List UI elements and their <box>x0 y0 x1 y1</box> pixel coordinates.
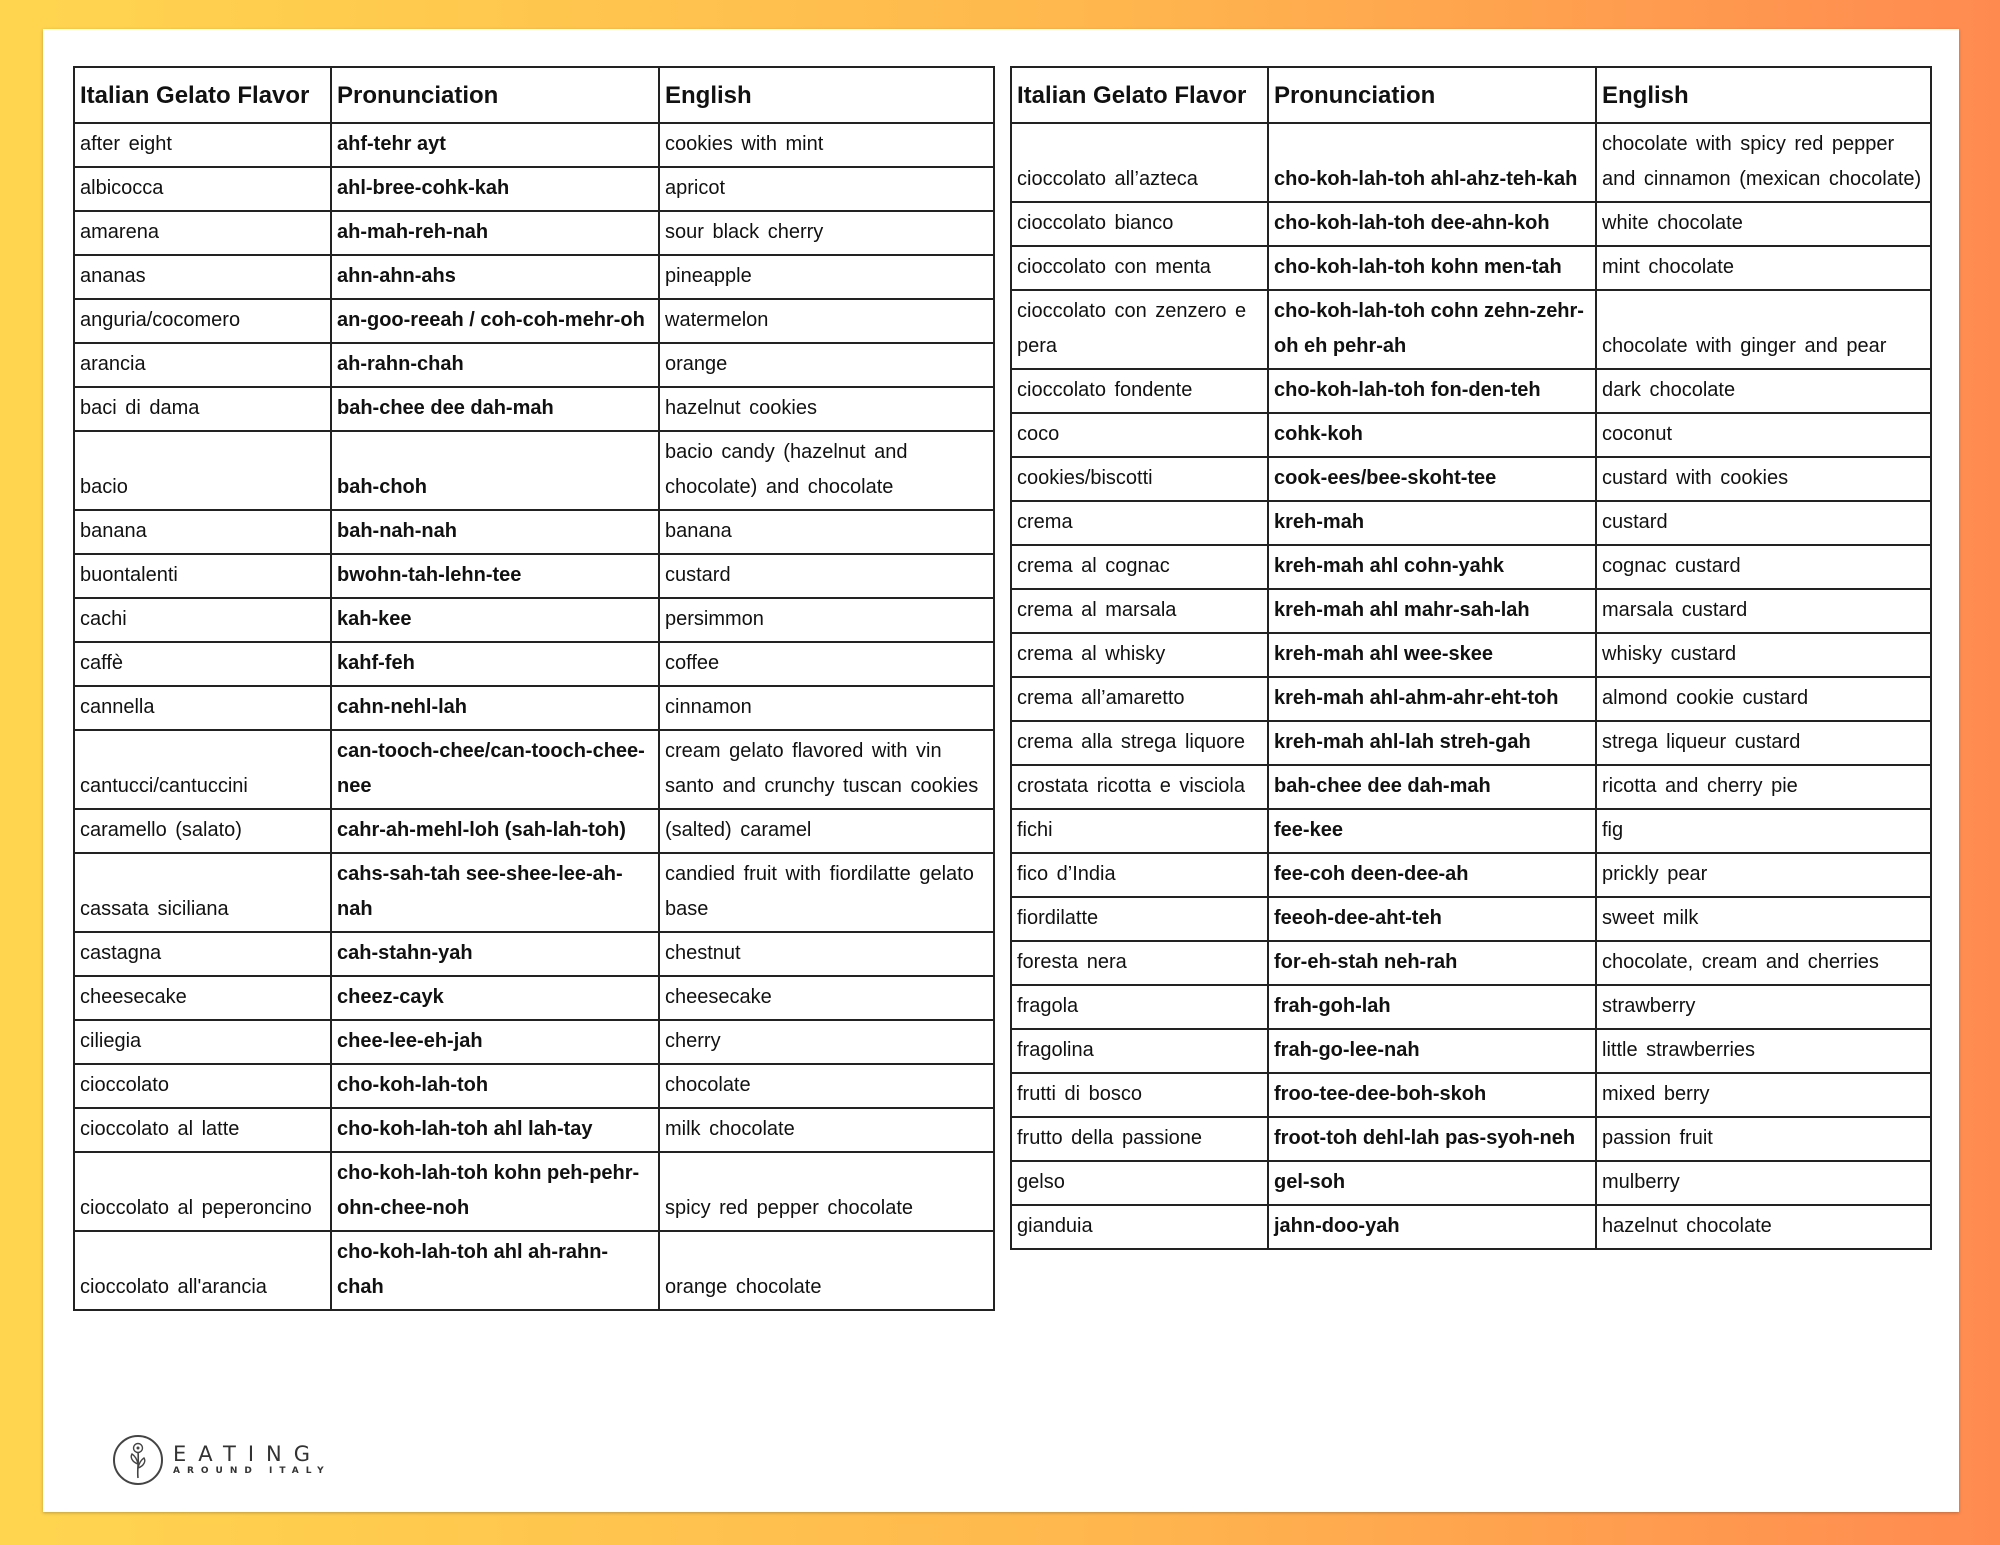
table-row <box>74 976 994 1020</box>
table-row <box>1011 985 1931 1029</box>
pronunciation-cell: frah-go-lee-nah <box>1268 1029 1596 1073</box>
flavor-cell: gianduia <box>1011 1205 1268 1249</box>
pronunciation-cell: bwohn-tah-lehn-tee <box>331 554 659 598</box>
table-row <box>74 299 994 343</box>
pronunciation-cell: cho-koh-lah-toh dee-ahn-koh <box>1268 202 1596 246</box>
pronunciation-cell: bah-chee dee dah-mah <box>1268 765 1596 809</box>
column-header-flavor: Italian Gelato Flavor <box>74 67 331 123</box>
flavor-cell: cioccolato con zenzero e pera <box>1011 290 1268 369</box>
english-cell: orange chocolate <box>659 1231 994 1310</box>
flavor-cell: crema all’amaretto <box>1011 677 1268 721</box>
flavor-cell: banana <box>74 510 331 554</box>
flavor-cell: ciliegia <box>74 1020 331 1064</box>
table-row <box>1011 589 1931 633</box>
english-cell: hazelnut chocolate <box>1596 1205 1931 1249</box>
table-row <box>74 686 994 730</box>
table-row <box>1011 765 1931 809</box>
table-row <box>74 932 994 976</box>
table-row <box>1011 413 1931 457</box>
pronunciation-cell: kah-kee <box>331 598 659 642</box>
table-row <box>74 1231 994 1310</box>
table-row <box>1011 677 1931 721</box>
english-cell: white chocolate <box>1596 202 1931 246</box>
pronunciation-cell: cook-ees/bee-skoht-tee <box>1268 457 1596 501</box>
pronunciation-cell: fee-kee <box>1268 809 1596 853</box>
table-row <box>1011 1073 1931 1117</box>
table-row <box>74 1020 994 1064</box>
english-cell: spicy red pepper chocolate <box>659 1152 994 1231</box>
pronunciation-cell: an-goo-reeah / coh-coh-mehr-oh <box>331 299 659 343</box>
logo-wordmark <box>173 1443 331 1477</box>
english-cell: apricot <box>659 167 994 211</box>
table-row <box>74 510 994 554</box>
flavor-cell: foresta nera <box>1011 941 1268 985</box>
english-cell: hazelnut cookies <box>659 387 994 431</box>
english-cell: persimmon <box>659 598 994 642</box>
flavor-cell: crema al cognac <box>1011 545 1268 589</box>
english-cell: coconut <box>1596 413 1931 457</box>
english-cell: cheesecake <box>659 976 994 1020</box>
flavor-cell: cioccolato bianco <box>1011 202 1268 246</box>
table-row <box>1011 721 1931 765</box>
flavor-cell: cookies/biscotti <box>1011 457 1268 501</box>
flavor-cell: fico d’India <box>1011 853 1268 897</box>
english-cell: fig <box>1596 809 1931 853</box>
document-page <box>43 29 1959 1512</box>
flavor-cell: cheesecake <box>74 976 331 1020</box>
english-cell: marsala custard <box>1596 589 1931 633</box>
table-row <box>1011 545 1931 589</box>
column-header-english: English <box>1596 67 1931 123</box>
english-cell: pineapple <box>659 255 994 299</box>
table-row <box>74 211 994 255</box>
english-cell: strawberry <box>1596 985 1931 1029</box>
english-cell: orange <box>659 343 994 387</box>
pronunciation-cell: kreh-mah <box>1268 501 1596 545</box>
table-row <box>74 1152 994 1231</box>
english-cell: almond cookie custard <box>1596 677 1931 721</box>
pronunciation-cell: cho-koh-lah-toh fon-den-teh <box>1268 369 1596 413</box>
pronunciation-cell: kreh-mah ahl cohn-yahk <box>1268 545 1596 589</box>
flavor-cell: fiordilatte <box>1011 897 1268 941</box>
pronunciation-cell: bah-nah-nah <box>331 510 659 554</box>
english-cell: candied fruit with fiordilatte gelato base <box>659 853 994 932</box>
flavor-cell: crostata ricotta e visciola <box>1011 765 1268 809</box>
pronunciation-cell: kahf-feh <box>331 642 659 686</box>
flavor-cell: after eight <box>74 123 331 167</box>
table-row <box>74 1108 994 1152</box>
pronunciation-cell: cho-koh-lah-toh ahl lah-tay <box>331 1108 659 1152</box>
pronunciation-cell: ahf-tehr ayt <box>331 123 659 167</box>
flavor-cell: ananas <box>74 255 331 299</box>
english-cell: chocolate with ginger and pear <box>1596 290 1931 369</box>
english-cell: coffee <box>659 642 994 686</box>
flavor-cell: baci di dama <box>74 387 331 431</box>
english-cell: milk chocolate <box>659 1108 994 1152</box>
column-header-pronunciation: Pronunciation <box>1268 67 1596 123</box>
flavor-cell: crema <box>1011 501 1268 545</box>
column-header-pronunciation: Pronunciation <box>331 67 659 123</box>
pronunciation-cell: ahn-ahn-ahs <box>331 255 659 299</box>
table-row <box>1011 369 1931 413</box>
table-row <box>74 554 994 598</box>
pronunciation-cell: cho-koh-lah-toh kohn peh-pehr-ohn-chee-noh <box>331 1152 659 1231</box>
english-cell: cookies with mint <box>659 123 994 167</box>
english-cell: cream gelato flavored with vin santo and crunchy tuscan cookies <box>659 730 994 809</box>
table-row <box>74 853 994 932</box>
flavor-cell: frutto della passione <box>1011 1117 1268 1161</box>
english-cell: banana <box>659 510 994 554</box>
flavor-cell: cioccolato con menta <box>1011 246 1268 290</box>
flavor-cell: crema al whisky <box>1011 633 1268 677</box>
pronunciation-cell: cahs-sah-tah see-shee-lee-ah-nah <box>331 853 659 932</box>
pronunciation-cell: frah-goh-lah <box>1268 985 1596 1029</box>
flower-sprig-icon-graphic <box>121 1440 155 1480</box>
pronunciation-cell: kreh-mah ahl-ahm-ahr-eht-toh <box>1268 677 1596 721</box>
pronunciation-cell: cho-koh-lah-toh ahl-ahz-teh-kah <box>1268 123 1596 202</box>
pronunciation-cell: froot-toh dehl-lah pas-syoh-neh <box>1268 1117 1596 1161</box>
english-cell: little strawberries <box>1596 1029 1931 1073</box>
pronunciation-cell: fee-coh deen-dee-ah <box>1268 853 1596 897</box>
flavor-cell: cantucci/cantuccini <box>74 730 331 809</box>
english-cell: mixed berry <box>1596 1073 1931 1117</box>
logo-name: EATING <box>173 1442 323 1466</box>
pronunciation-cell: froo-tee-dee-boh-skoh <box>1268 1073 1596 1117</box>
pronunciation-cell: cho-koh-lah-toh ahl ah-rahn-chah <box>331 1231 659 1310</box>
table-row <box>1011 290 1931 369</box>
table-row <box>1011 897 1931 941</box>
english-cell: chocolate <box>659 1064 994 1108</box>
english-cell: strega liqueur custard <box>1596 721 1931 765</box>
flavor-cell: coco <box>1011 413 1268 457</box>
flavor-cell: cioccolato al peperoncino <box>74 1152 331 1231</box>
table-row <box>1011 1029 1931 1073</box>
brand-logo <box>113 1435 331 1485</box>
pronunciation-cell: feeoh-dee-aht-teh <box>1268 897 1596 941</box>
table-row <box>1011 633 1931 677</box>
table-row <box>74 343 994 387</box>
english-cell: (salted) caramel <box>659 809 994 853</box>
english-cell: ricotta and cherry pie <box>1596 765 1931 809</box>
column-header-english: English <box>659 67 994 123</box>
table-row <box>1011 501 1931 545</box>
pronunciation-cell: bah-chee dee dah-mah <box>331 387 659 431</box>
english-cell: cognac custard <box>1596 545 1931 589</box>
table-row <box>1011 941 1931 985</box>
pronunciation-cell: cho-koh-lah-toh kohn men-tah <box>1268 246 1596 290</box>
pronunciation-cell: can-tooch-chee/can-tooch-chee-nee <box>331 730 659 809</box>
flavor-cell: bacio <box>74 431 331 510</box>
column-header-flavor: Italian Gelato Flavor <box>1011 67 1268 123</box>
flavor-cell: amarena <box>74 211 331 255</box>
flavor-cell: cioccolato all'arancia <box>74 1231 331 1310</box>
pronunciation-cell: ahl-bree-cohk-kah <box>331 167 659 211</box>
table-row <box>74 387 994 431</box>
table-row <box>74 1064 994 1108</box>
flavor-cell: cioccolato all’azteca <box>1011 123 1268 202</box>
pronunciation-cell: jahn-doo-yah <box>1268 1205 1596 1249</box>
flavor-cell: arancia <box>74 343 331 387</box>
pronunciation-cell: cheez-cayk <box>331 976 659 1020</box>
table-row <box>74 123 994 167</box>
english-cell: cinnamon <box>659 686 994 730</box>
english-cell: chocolate with spicy red pepper and cinnamon (mexican chocolate) <box>1596 123 1931 202</box>
flavor-cell: cioccolato <box>74 1064 331 1108</box>
english-cell: sour black cherry <box>659 211 994 255</box>
pronunciation-cell: gel-soh <box>1268 1161 1596 1205</box>
table-row <box>74 167 994 211</box>
flavor-cell: crema al marsala <box>1011 589 1268 633</box>
flavor-cell: caramello (salato) <box>74 809 331 853</box>
pronunciation-cell: chee-lee-eh-jah <box>331 1020 659 1064</box>
flavor-cell: frutti di bosco <box>1011 1073 1268 1117</box>
table-row <box>1011 123 1931 202</box>
table-row <box>1011 202 1931 246</box>
english-cell: sweet milk <box>1596 897 1931 941</box>
flavor-cell: cioccolato fondente <box>1011 369 1268 413</box>
english-cell: watermelon <box>659 299 994 343</box>
gelato-table-left <box>73 66 995 1311</box>
pronunciation-cell: cho-koh-lah-toh <box>331 1064 659 1108</box>
english-cell: dark chocolate <box>1596 369 1931 413</box>
pronunciation-cell: kreh-mah ahl-lah streh-gah <box>1268 721 1596 765</box>
pronunciation-cell: ah-mah-reh-nah <box>331 211 659 255</box>
flavor-cell: fichi <box>1011 809 1268 853</box>
english-cell: prickly pear <box>1596 853 1931 897</box>
flavor-cell: cioccolato al latte <box>74 1108 331 1152</box>
flavor-cell: fragolina <box>1011 1029 1268 1073</box>
english-cell: chocolate, cream and cherries <box>1596 941 1931 985</box>
flavor-cell: caffè <box>74 642 331 686</box>
flavor-cell: cannella <box>74 686 331 730</box>
english-cell: custard with cookies <box>1596 457 1931 501</box>
flavor-cell: anguria/cocomero <box>74 299 331 343</box>
table-row <box>74 598 994 642</box>
english-cell: chestnut <box>659 932 994 976</box>
flavor-cell: crema alla strega liquore <box>1011 721 1268 765</box>
table-row <box>1011 809 1931 853</box>
english-cell: custard <box>1596 501 1931 545</box>
pronunciation-cell: kreh-mah ahl wee-skee <box>1268 633 1596 677</box>
table-row <box>1011 1161 1931 1205</box>
flower-sprig-icon <box>113 1435 163 1485</box>
flavor-cell: castagna <box>74 932 331 976</box>
table-header-row <box>74 67 994 123</box>
pronunciation-cell: cah-stahn-yah <box>331 932 659 976</box>
english-cell: mint chocolate <box>1596 246 1931 290</box>
english-cell: mulberry <box>1596 1161 1931 1205</box>
table-header-row <box>1011 67 1931 123</box>
logo-tagline: AROUND ITALY <box>173 1466 331 1476</box>
pronunciation-cell: ah-rahn-chah <box>331 343 659 387</box>
flavor-cell: cassata siciliana <box>74 853 331 932</box>
flavor-cell: albicocca <box>74 167 331 211</box>
pronunciation-cell: cahn-nehl-lah <box>331 686 659 730</box>
flavor-cell: buontalenti <box>74 554 331 598</box>
flavor-cell: cachi <box>74 598 331 642</box>
pronunciation-cell: kreh-mah ahl mahr-sah-lah <box>1268 589 1596 633</box>
table-row <box>74 642 994 686</box>
table-row <box>1011 457 1931 501</box>
pronunciation-cell: cho-koh-lah-toh cohn zehn-zehr-oh eh pehr-ah <box>1268 290 1596 369</box>
english-cell: custard <box>659 554 994 598</box>
english-cell: bacio candy (hazelnut and chocolate) and chocolate <box>659 431 994 510</box>
pronunciation-cell: cohk-koh <box>1268 413 1596 457</box>
english-cell: whisky custard <box>1596 633 1931 677</box>
table-row <box>74 431 994 510</box>
english-cell: cherry <box>659 1020 994 1064</box>
flavor-cell: gelso <box>1011 1161 1268 1205</box>
gelato-table-right <box>1010 66 1932 1250</box>
table-row <box>1011 1117 1931 1161</box>
table-row <box>74 809 994 853</box>
pronunciation-cell: bah-choh <box>331 431 659 510</box>
table-row <box>74 255 994 299</box>
pronunciation-cell: for-eh-stah neh-rah <box>1268 941 1596 985</box>
table-row <box>1011 246 1931 290</box>
table-row <box>1011 853 1931 897</box>
pronunciation-cell: cahr-ah-mehl-loh (sah-lah-toh) <box>331 809 659 853</box>
table-row <box>74 730 994 809</box>
english-cell: passion fruit <box>1596 1117 1931 1161</box>
table-row <box>1011 1205 1931 1249</box>
flavor-cell: fragola <box>1011 985 1268 1029</box>
